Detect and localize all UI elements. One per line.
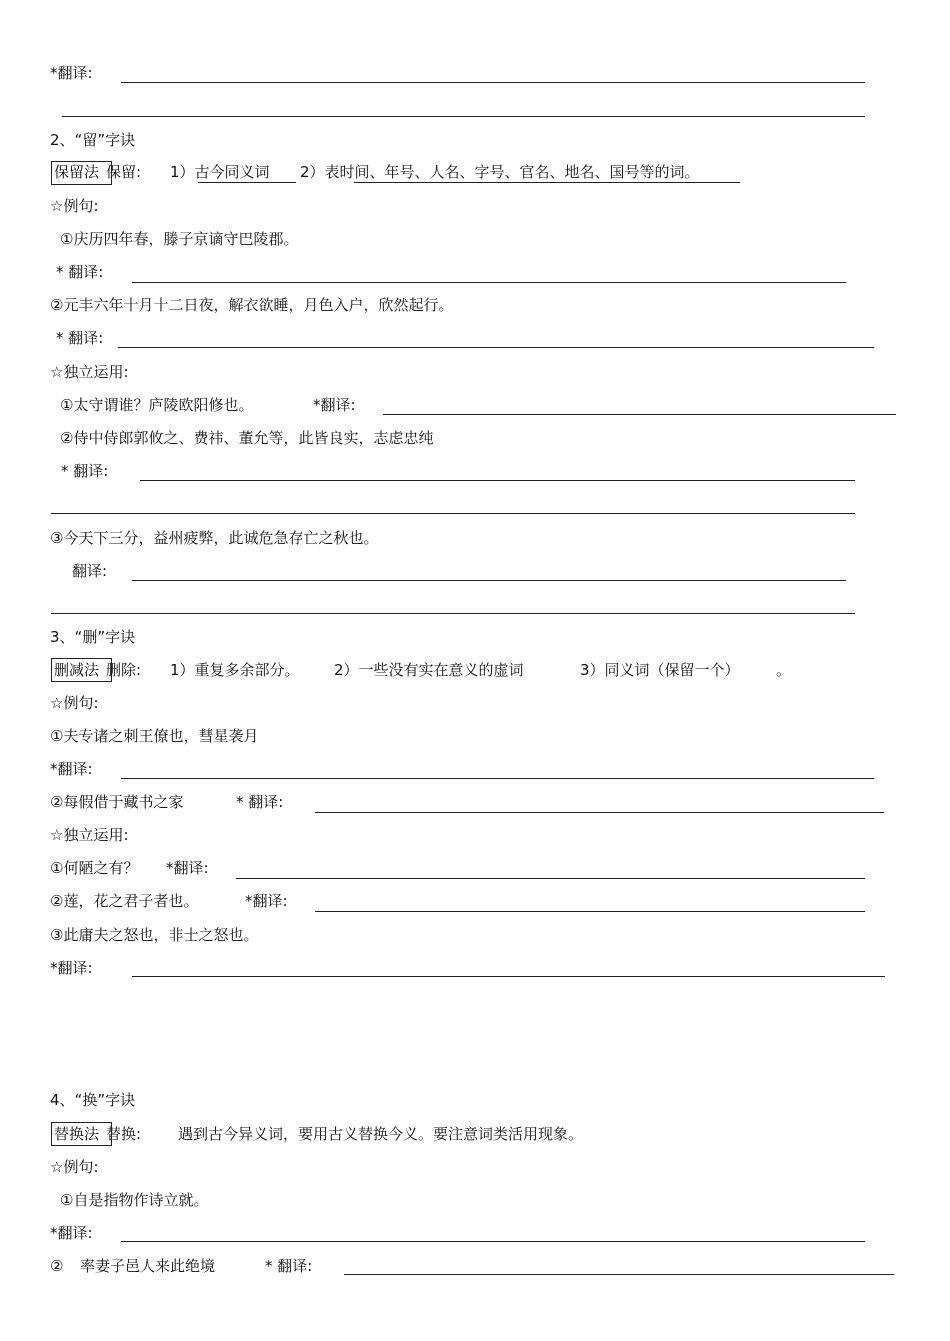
method-label: 替换: xyxy=(106,1125,142,1143)
section-heading: 3、“删”字诀 xyxy=(50,628,136,646)
answer-line[interactable] xyxy=(132,976,885,977)
independent-label: ☆独立运用: xyxy=(50,363,129,381)
method-item: 1）古今同义词 xyxy=(170,163,270,181)
translation-label: *翻译: xyxy=(245,892,288,910)
method-box-label: 删减法 xyxy=(54,661,100,679)
method-box-label: 替换法 xyxy=(54,1125,100,1143)
answer-line[interactable] xyxy=(315,812,884,813)
answer-line[interactable] xyxy=(118,347,874,348)
method-item: 2）表时间、年号、人名、字号、官名、地名、国号等的词。 xyxy=(300,163,700,181)
method-item: 2）一些没有实在意义的虚词 xyxy=(334,661,524,679)
answer-line[interactable] xyxy=(132,580,846,581)
example-sentence: ①自是指物作诗立就。 xyxy=(60,1191,209,1209)
method-item: 1）重复多余部分。 xyxy=(170,661,300,679)
method-label: 删除: xyxy=(106,661,142,679)
translation-label: *翻译: xyxy=(50,1224,93,1242)
section-heading: 4、“换”字诀 xyxy=(50,1091,136,1109)
example-sentence: ②元丰六年十月十二日夜，解衣欲睡，月色入户，欣然起行。 xyxy=(50,296,454,314)
answer-line[interactable] xyxy=(140,480,855,481)
practice-sentence: ②莲，花之君子者也。 xyxy=(50,892,199,910)
translation-label: * 翻译: xyxy=(56,329,104,347)
translation-label: * 翻译: xyxy=(61,462,109,480)
example-sentence: ①夫专诸之刺王僚也，彗星袭月 xyxy=(50,727,259,745)
example-number: ② xyxy=(50,1257,64,1275)
example-sentence: ①庆历四年春，滕子京谪守巴陵郡。 xyxy=(60,230,299,248)
example-label: ☆例句: xyxy=(50,694,99,712)
method-item: 3）同义词（保留一个） xyxy=(580,661,740,679)
answer-line[interactable] xyxy=(121,1241,865,1242)
example-sentence: 率妻子邑人来此绝境 xyxy=(80,1257,216,1275)
section-heading: 2、“留”字诀 xyxy=(50,131,136,149)
method-item-end: 。 xyxy=(776,661,792,679)
practice-sentence: ①太守谓谁？庐陵欧阳修也。 xyxy=(60,396,254,414)
answer-line[interactable] xyxy=(132,282,846,283)
translation-label: * 翻译: xyxy=(265,1257,313,1275)
independent-label: ☆独立运用: xyxy=(50,826,129,844)
answer-line[interactable] xyxy=(344,1274,894,1275)
translation-label: *翻译: xyxy=(50,760,93,778)
translation-label: * 翻译: xyxy=(56,263,104,281)
method-box-label: 保留法 xyxy=(54,163,100,181)
translation-label: *翻译: xyxy=(313,396,356,414)
answer-line[interactable] xyxy=(315,911,865,912)
practice-sentence: ③此庸夫之怒也，非士之怒也。 xyxy=(50,926,259,944)
translation-label: *翻译: xyxy=(166,859,209,877)
example-label: ☆例句: xyxy=(50,197,99,215)
practice-sentence: ③今天下三分，益州疲弊，此诚危急存亡之秋也。 xyxy=(50,529,379,547)
practice-sentence: ①何陋之有？ xyxy=(50,859,139,877)
item-underline xyxy=(354,182,740,183)
translation-label: 翻译: xyxy=(72,562,108,580)
practice-sentence: ②侍中侍郎郭攸之、费祎、董允等，此皆良实，志虑忠纯 xyxy=(60,429,434,447)
example-sentence: ②每假借于藏书之家 xyxy=(50,793,184,811)
answer-line[interactable] xyxy=(236,878,865,879)
answer-line[interactable] xyxy=(51,513,855,514)
answer-line[interactable] xyxy=(51,613,855,614)
answer-line[interactable] xyxy=(121,82,865,83)
answer-line[interactable] xyxy=(383,414,896,415)
method-description: 遇到古今异义词，要用古义替换今义。要注意词类活用现象。 xyxy=(178,1125,584,1143)
item-underline xyxy=(198,182,296,183)
answer-line[interactable] xyxy=(121,778,874,779)
example-label: ☆例句: xyxy=(50,1158,99,1176)
method-label: 保留: xyxy=(106,163,142,181)
translation-label: *翻译: xyxy=(50,959,93,977)
answer-line[interactable] xyxy=(62,116,865,117)
translation-label: * 翻译: xyxy=(236,793,284,811)
translation-label: *翻译: xyxy=(50,64,93,82)
